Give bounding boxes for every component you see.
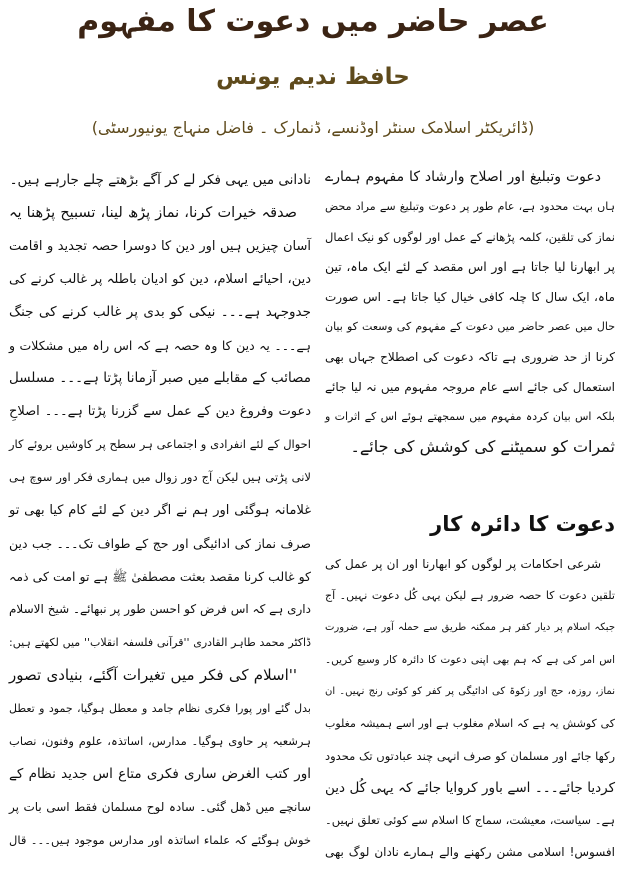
paragraph-scope xyxy=(325,548,615,868)
text-line: کو غالب کرنا مقصد بعثت مصطفیٰ ﷺ ہے تو امت کی ذمہ xyxy=(9,569,311,584)
text-line: خوش ہوگئے کہ علماء اساتذہ اور مدارس موجود ہیں۔۔۔ قال xyxy=(9,833,311,847)
text-line: بدل گئے اور پورا فکری نظام جامد و معطل ہوگیا، جمود و تعطل xyxy=(9,702,311,715)
text-line: حال میں عصر حاضر میں دعوت کے مفہوم کی وسعت کو بیان xyxy=(325,320,615,333)
text-line: اس امر کی ہے کہ ہم بھی اپنی دعوت کا دائرہ کار وسیع کریں۔ xyxy=(325,654,615,666)
text-line: مصائب کے مقابلے میں صبر آزمانا پڑتا ہے۔۔۔ مسلسل xyxy=(9,370,311,386)
text-line: صرف نماز کی ادائیگی اور حج کے طواف تک۔۔۔ جب دین xyxy=(9,536,311,551)
text-line: کی کوشش یہ ہے کہ اسلام مغلوب ہے اور اسے ہمیشہ مغلوب xyxy=(325,717,615,730)
text-line: پر ابھارنا لیا جاتا ہے اور اس مقصد کے لئے ایک ماہ، تین xyxy=(325,259,615,274)
text-line: بلکہ اس بیان کردہ مفہوم میں سمجھتے ہوئے اس کے اثرات و xyxy=(325,410,615,423)
left-column xyxy=(9,164,311,857)
author-name: حافظ ندیم یونس xyxy=(216,64,410,90)
text-line: ہاں بہت محدود ہے، عام طور پر دعوت وتبلیغ سے مراد محض xyxy=(325,200,615,213)
text-line: ''اسلام کی فکر میں تغیرات آگئے، بنیادی تصور xyxy=(9,666,297,684)
text-line: دعوت وتبلیغ اور اصلاح وارشاد کا مفہوم ہمارے xyxy=(325,169,601,185)
text-line: نماز کی تلقین، کلمہ پڑھانے کے عمل اور لوگوں کو نیک اعمال xyxy=(325,230,615,244)
author-affiliation: (ڈائریکٹر اسلامک سنٹر اوڈنسے، ڈنمارک ۔ فاضل منہاج یونیورسٹی) xyxy=(91,118,535,137)
text-line: کرنا از حد ضروری ہے تاکہ دعوت کی اصطلاح جہاں بھی xyxy=(325,350,615,364)
text-line: ہے۔ سیاست، معیشت، سماج کا اسلام سے کوئی تعلق نہیں۔ xyxy=(325,813,615,827)
text-line: افسوس! اسلامی مشن رکھنے والے ہمارے نادان لوگ بھی xyxy=(325,845,615,859)
text-line: شرعی احکامات پر لوگوں کو ابھارنا اور ان پر عمل کی xyxy=(325,557,601,571)
text-line: احوال کے لئے انفرادی و اجتماعی ہر سطح پر کاوشیں بروئے کار xyxy=(9,437,311,451)
text-line: اور کتب الغرض ساری فکری متاع اس جدید نظام کے xyxy=(9,766,311,782)
text-line: رکھا جائے اور مسلمان کو صرف انہی چند عبادتوں تک محدود xyxy=(325,749,615,763)
text-line: نادانی میں یہی فکر لے کر آگے بڑھتے چلے جارہے ہیں۔ xyxy=(9,172,311,188)
text-line: استعمال کی جائے اسے عام مروجہ مفہوم میں نہ لیا جائے xyxy=(325,380,615,394)
text-line: تلقین دعوت کا حصہ ضرور ہے لیکن یہی کُل دعوت نہیں۔ آج xyxy=(325,589,615,602)
text-line: نماز، روزہ، حج اور زکوۃ کی ادائیگی پر کفر کو کوئی رنج نہیں۔ ان xyxy=(325,686,615,697)
text-line: صدقہ خیرات کرنا، نماز پڑھ لینا، تسبیح پڑھنا یہ xyxy=(9,205,297,221)
text-line: ڈاکٹر محمد طاہر القادری ''قرآنی فلسفہ انقلاب'' میں لکھتے ہیں: xyxy=(9,636,311,649)
text-line: دعوت وفروغ دین کے عمل سے گزرنا پڑتا ہے۔۔۔ اصلاحِ xyxy=(9,404,311,419)
text-line: جدوجہد ہے۔۔۔ نیکی کو بدی پر غالب کرنے کی جنگ xyxy=(9,304,311,320)
text-line: ماہ، ایک سال کا چلہ کافی خیال کیا جاتا ہے۔ اس صورت xyxy=(325,290,615,304)
article-title: عصر حاضر میں دعوت کا مفہوم xyxy=(77,4,549,39)
text-line: ثمرات کو سمیٹنے کی کوشش کی جائے۔ xyxy=(350,437,615,456)
section-heading: دعوت کا دائرہ کار xyxy=(430,512,615,536)
text-line: کردیا جائے۔۔۔ اسے باور کروایا جائے کہ یہی کُل دین xyxy=(325,780,615,796)
text-line: غلامانہ ہوگئی اور ہم نے اگر دین کے لئے کام کیا بھی تو xyxy=(9,503,311,518)
text-line: دین، احیائے اسلام، دین کو ادیان باطلہ پر غالب کرنے کی xyxy=(9,272,311,287)
text-line: ہرشعبہ پر حاوی ہوگیا۔ مدارس، اساتذہ، علوم وفنون، نصاب xyxy=(9,734,311,748)
paragraph-intro xyxy=(325,162,615,462)
text-line: لانی پڑتی ہیں لیکن آج دور زوال میں ہماری فکر اور سوچ ہی xyxy=(9,470,311,484)
text-line: آسان چیزیں ہیں اور دین کا دوسرا حصہ تجدید و اقامت xyxy=(9,239,311,254)
text-line: سانچے میں ڈھل گئی۔ سادہ لوح مسلمان فقط اسی بات پر xyxy=(9,800,311,814)
text-line: جبکہ اسلام پر دیار کفر ہر ممکنہ طریق سے حملہ آور ہے، ضرورت xyxy=(325,622,615,633)
text-line: داری ہے کہ اس فرض کو احسن طور پر نبھائے۔ شیخ الاسلام xyxy=(9,602,311,616)
text-line: ہے۔۔۔ یہ دین کا وہ حصہ ہے کہ اس راہ میں مشکلات و xyxy=(9,338,311,353)
